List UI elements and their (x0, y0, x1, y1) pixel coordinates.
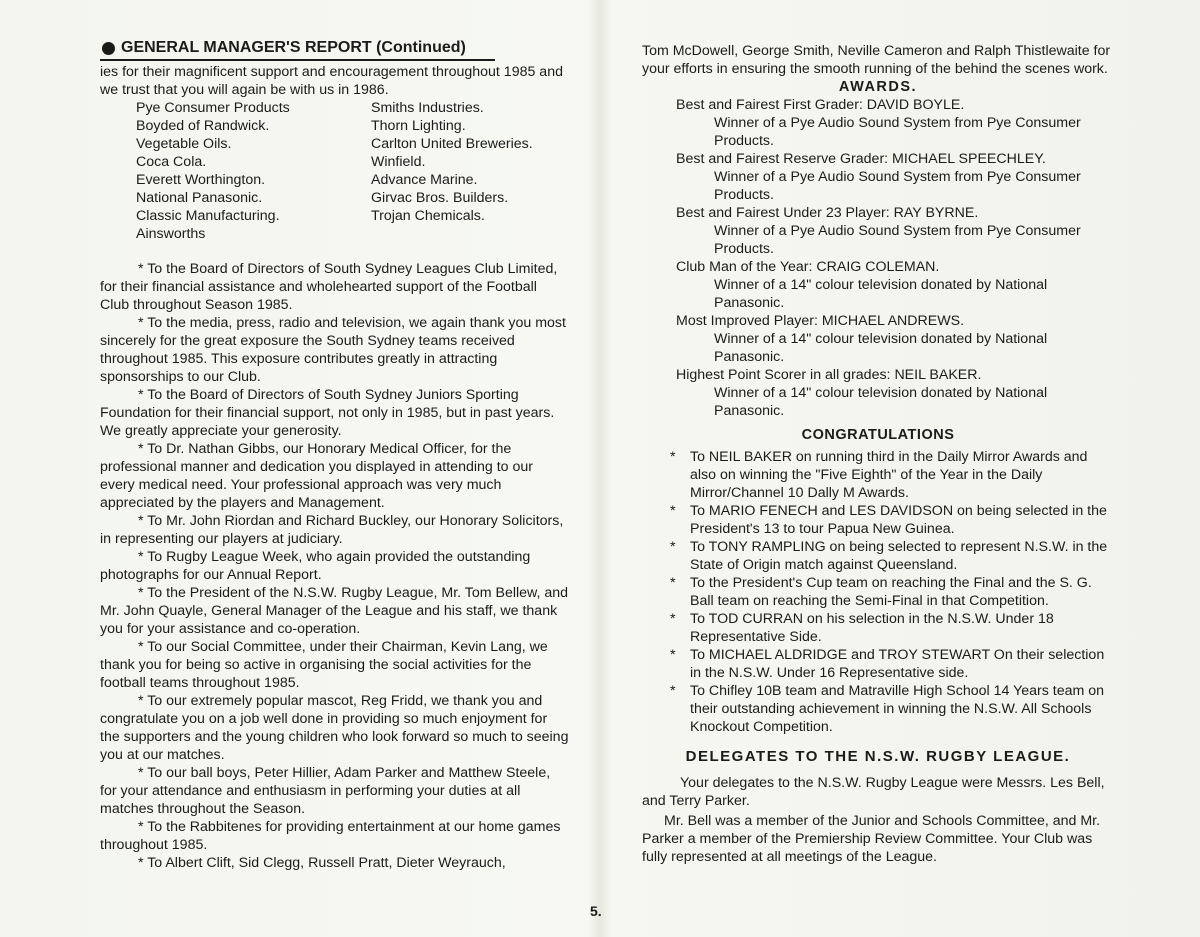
sponsor-item: Coca Cola. (136, 154, 207, 170)
congratulations-list (642, 448, 1114, 736)
thanks-paragraph: * To the Rabbitenes for providing entertainment at our home games throughout 1985. (100, 819, 561, 853)
sponsor-item: Vegetable Oils. (136, 136, 232, 152)
award-title: Best and Fairest First Grader: DAVID BOYLE. (676, 97, 965, 113)
asterisk-icon: * (670, 647, 676, 663)
continued-paragraph: Tom McDowell, George Smith, Neville Cameron and Ralph Thistlewaite for your efforts in ensuring the smooth running of the behind the scenes work. (642, 43, 1111, 77)
awards-heading: AWARDS. (838, 79, 918, 95)
thanks-paragraph: * To Dr. Nathan Gibbs, our Honorary Medical Officer, for the professional manner and dedication you displayed in attending to our every medical need. Your professional approach was very much appreciated by the players and Management. (100, 441, 534, 511)
sponsor-item: Thorn Lighting. (371, 118, 466, 134)
congratulation-item: * To MICHAEL ALDRIDGE and TROY STEWART On their selection in the N.S.W. Under 16 Representative side. (670, 647, 1105, 681)
congratulation-item: * To Chifley 10B team and Matraville High School 14 Years team on their outstanding achievement in winning the N.S.W. All Schools Knockout Competition. (670, 683, 1105, 735)
award-title: Best and Fairest Under 23 Player: RAY BYRNE. (676, 205, 979, 221)
congratulation-item: * To MARIO FENECH and LES DAVIDSON on being selected in the President's 13 to tour Papua New Guinea. (670, 503, 1107, 537)
congratulation-item: * To TOD CURRAN on his selection in the N.S.W. Under 18 Representative Side. (670, 611, 1054, 645)
bullet-dot-icon (102, 42, 115, 55)
congratulation-item: * To the President's Cup team on reaching the Final and the S. G. Ball team on reaching the Semi-Final in that Competition. (670, 575, 1092, 609)
award-description: Winner of a 14" colour television donated by National Panasonic. (714, 331, 1048, 365)
asterisk-icon: * (670, 449, 676, 465)
congratulations-heading: CONGRATULATIONS (801, 427, 955, 443)
delegates-paragraph: Your delegates to the N.S.W. Rugby League were Messrs. Les Bell, and Terry Parker. (642, 775, 1105, 809)
awards-list (642, 96, 1114, 420)
sponsor-item: Smiths Industries. (371, 100, 484, 116)
congratulation-item: * To TONY RAMPLING on being selected to represent N.S.W. in the State of Origin match against Queensland. (670, 539, 1108, 573)
section-header (100, 38, 495, 61)
thanks-paragraph: * To the Board of Directors of South Sydney Leagues Club Limited, for their financial assistance and wholehearted support of the Football Club throughout Season 1985. (100, 261, 558, 313)
right-page-column (642, 42, 1114, 866)
award-description: Winner of a 14" colour television donated by National Panasonic. (714, 385, 1048, 419)
sponsor-item: Classic Manufacturing. (136, 208, 280, 224)
thanks-paragraph: * To Albert Clift, Sid Clegg, Russell Pratt, Dieter Weyrauch, (138, 855, 506, 871)
intro-paragraph: ies for their magnificent support and encouragement throughout 1985 and we trust that you will again be with us in 1986. (100, 64, 563, 98)
award-description: Winner of a Pye Audio Sound System from Pye Consumer Products. (714, 169, 1081, 203)
award-title: Highest Point Scorer in all grades: NEIL BAKER. (676, 367, 982, 383)
award-title: Most Improved Player: MICHAEL ANDREWS. (676, 313, 965, 329)
sponsor-item: Everett Worthington. (136, 172, 266, 188)
congratulation-item: * To NEIL BAKER on running third in the Daily Mirror Awards and also on winning the "Five Eighth" of the Year in the Daily Mirror/Channel 10 Dally M Awards. (670, 449, 1088, 501)
sponsor-item: Carlton United Breweries. (371, 136, 533, 152)
thanks-paragraph: * To the President of the N.S.W. Rugby League, Mr. Tom Bellew, and Mr. John Quayle, General Manager of the League and his staff, we thank you for your assistance and co-operation. (100, 585, 569, 637)
sponsor-item: Winfield. (371, 154, 426, 170)
sponsor-item: Ainsworths (136, 226, 206, 242)
thanks-paragraph: * To the media, press, radio and television, we again thank you most sincerely for the great exposure the South Sydney teams received throughout 1985. This exposure contributes greatly in attracting sponsorships to our Club. (100, 315, 566, 385)
sponsor-item: Boyded of Randwick. (136, 118, 270, 134)
asterisk-icon: * (670, 683, 676, 699)
delegates-heading: DELEGATES TO THE N.S.W. RUGBY LEAGUE. (685, 748, 1071, 765)
section-header-text: GENERAL MANAGER'S REPORT (Continued) (121, 39, 466, 56)
page-number: 5. (590, 903, 602, 919)
asterisk-icon: * (670, 503, 676, 519)
sponsor-column-1 (136, 99, 371, 243)
award-title: Club Man of the Year: CRAIG COLEMAN. (676, 259, 940, 275)
asterisk-icon: * (670, 611, 676, 627)
sponsor-list (136, 99, 570, 243)
thanks-paragraph: * To Rugby League Week, who again provided the outstanding photographs for our Annual Report. (100, 549, 531, 583)
thanks-paragraph: * To our Social Committee, under their Chairman, Kevin Lang, we thank you for being so active in organising the social activities for the football teams throughout 1985. (100, 639, 548, 691)
thanks-paragraph: * To the Board of Directors of South Sydney Juniors Sporting Foundation for their financial support, not only in 1985, but in past years. We greatly appreciate your generosity. (100, 387, 555, 439)
sponsor-item: Advance Marine. (371, 172, 478, 188)
thanks-paragraph: * To Mr. John Riordan and Richard Buckley, our Honorary Solicitors, in representing our players at judiciary. (100, 513, 564, 547)
award-title: Best and Fairest Reserve Grader: MICHAEL SPEECHLEY. (676, 151, 1046, 167)
thanks-paragraph: * To our ball boys, Peter Hillier, Adam Parker and Matthew Steele, for your attendance and enthusiasm in performing your duties at all matches throughout the Season. (100, 765, 551, 817)
left-page-column (100, 38, 570, 872)
thanks-paragraph: * To our extremely popular mascot, Reg Fridd, we thank you and congratulate you on a job well done in providing so much enjoyment for the supporters and the young children who look forward so much to seeing you at our matches. (100, 693, 569, 763)
sponsor-item: National Panasonic. (136, 190, 263, 206)
asterisk-icon: * (670, 575, 676, 591)
asterisk-icon: * (670, 539, 676, 555)
award-description: Winner of a Pye Audio Sound System from Pye Consumer Products. (714, 223, 1081, 257)
award-description: Winner of a Pye Audio Sound System from Pye Consumer Products. (714, 115, 1081, 149)
sponsor-column-2 (371, 99, 591, 243)
sponsor-item: Pye Consumer Products (136, 100, 290, 116)
sponsor-item: Trojan Chemicals. (371, 208, 485, 224)
sponsor-item: Girvac Bros. Builders. (371, 190, 509, 206)
award-description: Winner of a 14" colour television donated by National Panasonic. (714, 277, 1048, 311)
delegates-paragraph: Mr. Bell was a member of the Junior and Schools Committee, and Mr. Parker a member of the Premiership Review Committee. Your Club was fully represented at all meetings of the League. (642, 813, 1101, 865)
